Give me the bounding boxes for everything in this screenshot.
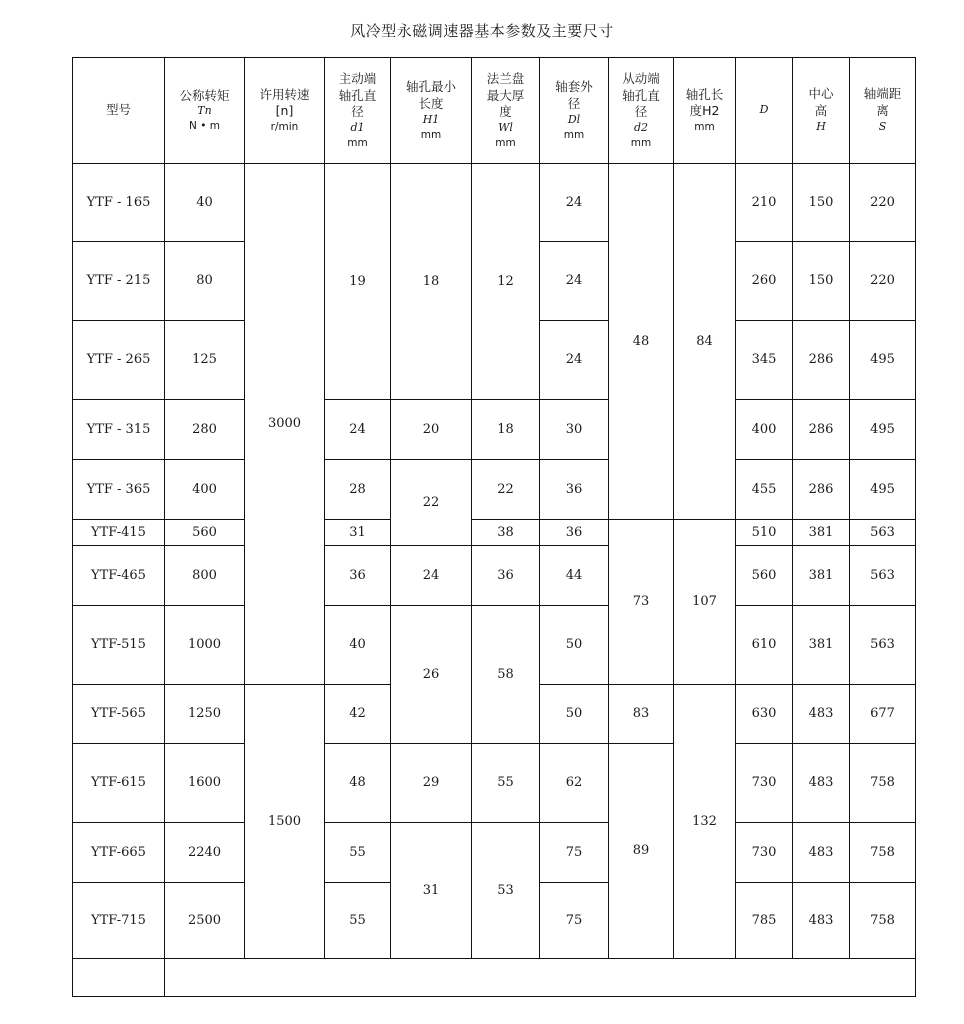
cell-H: 286: [793, 400, 850, 460]
cell-dl: 24: [540, 242, 609, 321]
table-row: [73, 520, 916, 546]
cell-torque: 400: [165, 460, 245, 520]
cell-model: YTF - 365: [73, 460, 165, 520]
parameter-table: [72, 57, 916, 997]
cell-wl: 36: [472, 546, 540, 606]
cell-S: 220: [850, 164, 916, 242]
header-drive-bore: 主动端 轴孔直 径 d1 mm: [325, 58, 391, 164]
cell-dl: 50: [540, 685, 609, 744]
cell-wl: 18: [472, 400, 540, 460]
cell-model: YTF-415: [73, 520, 165, 546]
note-label-cell: [73, 959, 165, 997]
cell-model: YTF-715: [73, 883, 165, 959]
cell-model: YTF - 265: [73, 321, 165, 400]
cell-d1: 28: [325, 460, 391, 520]
cell-torque: 80: [165, 242, 245, 321]
cell-model: YTF-565: [73, 685, 165, 744]
cell-S: 677: [850, 685, 916, 744]
cell-S: 495: [850, 460, 916, 520]
cell-h1: 31: [391, 823, 472, 959]
cell-d1: 19: [325, 164, 391, 400]
cell-S: 758: [850, 744, 916, 823]
cell-H: 483: [793, 685, 850, 744]
cell-torque: 125: [165, 321, 245, 400]
cell-d2: 48: [609, 164, 674, 520]
cell-D: 260: [736, 242, 793, 321]
cell-H: 483: [793, 744, 850, 823]
cell-D: 560: [736, 546, 793, 606]
header-shaft-distance: 轴端距 离 S: [850, 58, 916, 164]
cell-S: 563: [850, 606, 916, 685]
table-row: [73, 460, 916, 520]
cell-h1: 20: [391, 400, 472, 460]
cell-d1: 48: [325, 744, 391, 823]
table-row: [73, 400, 916, 460]
cell-h1: 18: [391, 164, 472, 400]
cell-H: 483: [793, 883, 850, 959]
cell-h1: 22: [391, 460, 472, 546]
cell-model: YTF-515: [73, 606, 165, 685]
cell-H: 150: [793, 242, 850, 321]
table-row: [73, 546, 916, 606]
cell-h2: 107: [674, 520, 736, 685]
cell-h1: 24: [391, 546, 472, 606]
header-torque: 公称转矩 Tn N • m: [165, 58, 245, 164]
note-row: [73, 959, 916, 997]
header-row: [73, 58, 916, 164]
cell-H: 286: [793, 460, 850, 520]
cell-model: YTF-665: [73, 823, 165, 883]
cell-d2: 83: [609, 685, 674, 744]
cell-h2: 132: [674, 685, 736, 959]
table-row: [73, 744, 916, 823]
cell-D: 730: [736, 823, 793, 883]
cell-speed: 3000: [245, 164, 325, 685]
header-bore-length: 轴孔长 度H2 mm: [674, 58, 736, 164]
cell-dl: 62: [540, 744, 609, 823]
cell-D: 400: [736, 400, 793, 460]
cell-model: YTF - 315: [73, 400, 165, 460]
cell-torque: 2500: [165, 883, 245, 959]
header-center-height: 中心 高 H: [793, 58, 850, 164]
cell-d2: 73: [609, 520, 674, 685]
cell-wl: 38: [472, 520, 540, 546]
cell-S: 563: [850, 546, 916, 606]
cell-dl: 30: [540, 400, 609, 460]
table-row: [73, 164, 916, 242]
cell-H: 286: [793, 321, 850, 400]
cell-S: 220: [850, 242, 916, 321]
header-flange-thickness: 法兰盘 最大厚 度 Wl mm: [472, 58, 540, 164]
cell-dl: 36: [540, 520, 609, 546]
cell-D: 785: [736, 883, 793, 959]
cell-dl: 75: [540, 883, 609, 959]
cell-H: 483: [793, 823, 850, 883]
cell-model: YTF - 165: [73, 164, 165, 242]
cell-d1: 42: [325, 685, 391, 744]
cell-wl: 53: [472, 823, 540, 959]
cell-dl: 36: [540, 460, 609, 520]
cell-speed: 1500: [245, 685, 325, 959]
cell-model: YTF - 215: [73, 242, 165, 321]
cell-H: 150: [793, 164, 850, 242]
cell-dl: 75: [540, 823, 609, 883]
cell-H: 381: [793, 546, 850, 606]
cell-S: 495: [850, 321, 916, 400]
cell-D: 510: [736, 520, 793, 546]
cell-d1: 31: [325, 520, 391, 546]
cell-torque: 1250: [165, 685, 245, 744]
cell-torque: 2240: [165, 823, 245, 883]
cell-D: 610: [736, 606, 793, 685]
table-row: [73, 606, 916, 685]
cell-H: 381: [793, 520, 850, 546]
cell-model: YTF-465: [73, 546, 165, 606]
cell-dl: 24: [540, 164, 609, 242]
cell-D: 455: [736, 460, 793, 520]
header-min-bore-length: 轴孔最小 长度 H1 mm: [391, 58, 472, 164]
cell-D: 210: [736, 164, 793, 242]
cell-torque: 560: [165, 520, 245, 546]
cell-d1: 55: [325, 823, 391, 883]
cell-torque: 800: [165, 546, 245, 606]
cell-D: 730: [736, 744, 793, 823]
cell-torque: 1600: [165, 744, 245, 823]
cell-d1: 36: [325, 546, 391, 606]
note-content-cell: [165, 959, 916, 997]
cell-dl: 50: [540, 606, 609, 685]
cell-wl: 12: [472, 164, 540, 400]
cell-torque: 1000: [165, 606, 245, 685]
table-row: [73, 823, 916, 883]
table-title: 风冷型永磁调速器基本参数及主要尺寸: [350, 22, 614, 40]
cell-wl: 58: [472, 606, 540, 744]
cell-wl: 55: [472, 744, 540, 823]
cell-h2: 84: [674, 164, 736, 520]
cell-wl: 22: [472, 460, 540, 520]
cell-S: 758: [850, 823, 916, 883]
cell-d1: 24: [325, 400, 391, 460]
cell-S: 758: [850, 883, 916, 959]
cell-model: YTF-615: [73, 744, 165, 823]
cell-D: 345: [736, 321, 793, 400]
cell-d2: 89: [609, 744, 674, 959]
cell-h1: 26: [391, 606, 472, 744]
cell-h1: 29: [391, 744, 472, 823]
cell-d1: 40: [325, 606, 391, 685]
header-sleeve-diameter: 轴套外 径 Dl mm: [540, 58, 609, 164]
cell-torque: 40: [165, 164, 245, 242]
cell-dl: 24: [540, 321, 609, 400]
header-driven-bore: 从动端 轴孔直 径 d2 mm: [609, 58, 674, 164]
cell-d1: 55: [325, 883, 391, 959]
cell-H: 381: [793, 606, 850, 685]
cell-S: 495: [850, 400, 916, 460]
header-speed: 许用转速 [n] r/min: [245, 58, 325, 164]
cell-S: 563: [850, 520, 916, 546]
cell-dl: 44: [540, 546, 609, 606]
cell-torque: 280: [165, 400, 245, 460]
header-D: D: [736, 58, 793, 164]
cell-D: 630: [736, 685, 793, 744]
header-model: 型号: [73, 58, 165, 164]
